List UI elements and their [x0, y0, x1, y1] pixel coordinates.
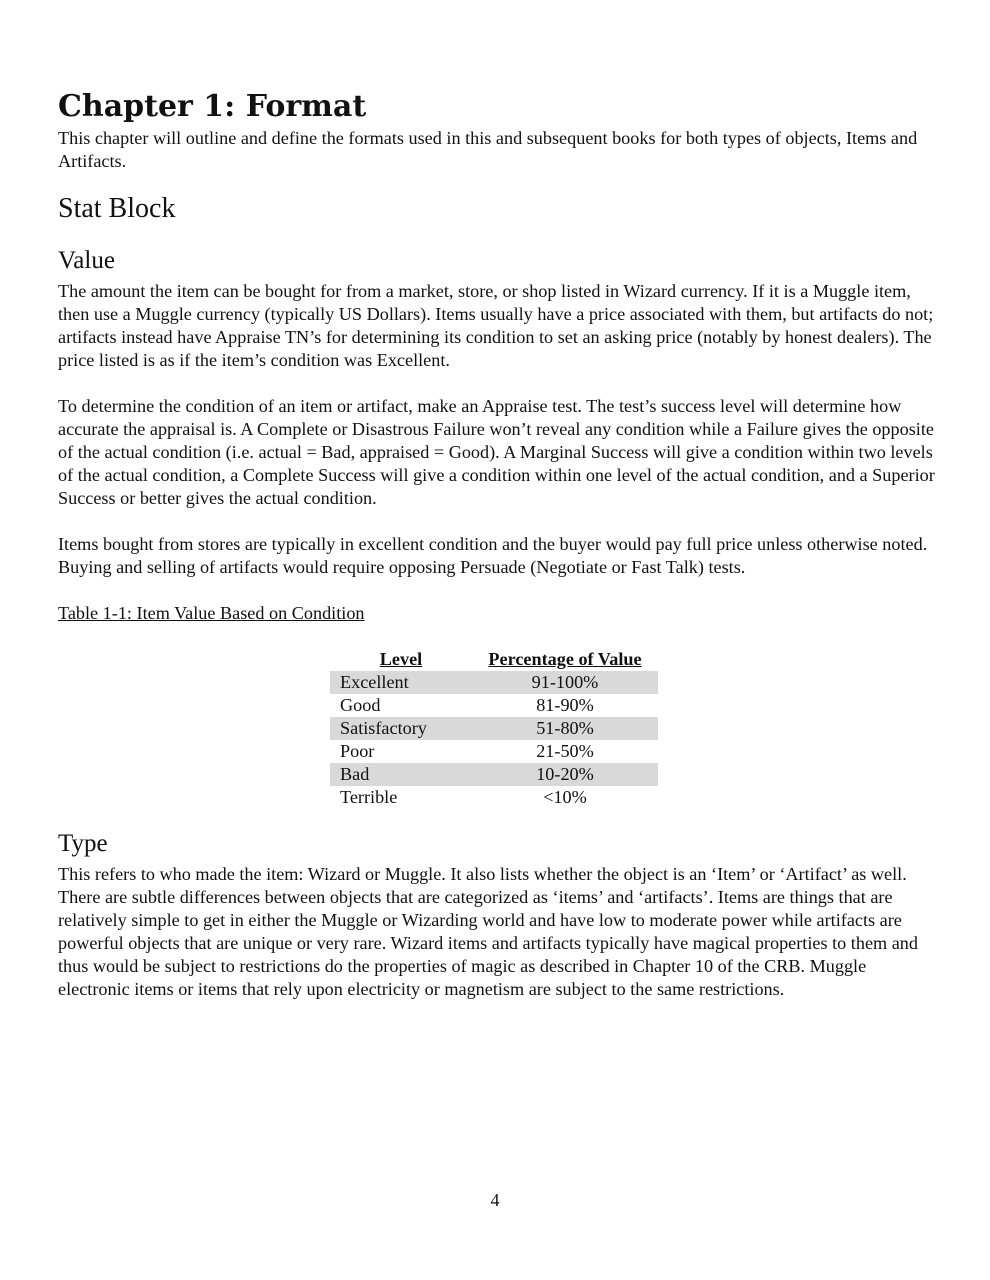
table-row — [330, 786, 658, 809]
value-paragraph-2: To determine the condition of an item or artifact, make an Appraise test. The test’s success level will determine how accurate the appraisal is. A Complete or Disastrous Failure won’t reveal any condition while a Failure gives the opposite of the actual condition (i.e. actual = Bad, appraised = Good). A Marginal Success will give a condition within two levels of the actual condition, a Complete Success will give a condition within one level of the actual condition, and a Superior Success or better gives the actual condition. — [58, 396, 935, 508]
table-row — [330, 763, 658, 786]
chapter-title: Chapter 1: Format — [58, 89, 367, 124]
table-cell-level: Satisfactory — [330, 717, 472, 740]
table-row — [330, 694, 658, 717]
table-cell-level: Bad — [330, 763, 472, 786]
section-heading-stat-block: Stat Block — [58, 193, 176, 224]
table-cell-percentage: 91-100% — [472, 671, 658, 694]
table-cell-percentage: 10-20% — [472, 763, 658, 786]
table-cell-level: Good — [340, 695, 381, 715]
table-cell-percentage: 51-80% — [472, 717, 658, 740]
item-value-table — [330, 648, 658, 809]
document-page — [58, 88, 938, 1001]
table-cell-level: Excellent — [330, 671, 472, 694]
page-number: 4 — [490, 1190, 500, 1210]
table-header-level: Level — [379, 649, 423, 669]
table-cell-percentage: <10% — [543, 787, 587, 807]
subsection-heading-value: Value — [58, 247, 115, 274]
table-row — [330, 671, 658, 694]
value-paragraph-1: The amount the item can be bought for from a market, store, or shop listed in Wizard currency. If it is a Muggle item, then use a Muggle currency (typically US Dollars). Items usually have a price associated with them, but artifacts do not; artifacts instead have Appraise TN’s for determining its condition to set an asking price (notably by honest dealers). The price listed is as if the item’s condition was Excellent. — [58, 281, 934, 370]
table-caption: Table 1-1: Item Value Based on Condition — [58, 603, 365, 623]
chapter-intro: This chapter will outline and define the formats used in this and subsequent books for both types of objects, Items and Artifacts. — [58, 128, 918, 171]
table-header-row — [330, 648, 658, 671]
value-paragraph-3: Items bought from stores are typically in excellent condition and the buyer would pay full price unless otherwise noted. Buying and selling of artifacts would require opposing Persuade (Negotiate or Fast Talk) tests. — [58, 534, 928, 577]
type-paragraph: This refers to who made the item: Wizard or Muggle. It also lists whether the object is an ‘Item’ or ‘Artifact’ as well. There are subtle differences between objects that are categorized as ‘items’ and ‘artifacts’. Items are things that are relatively simple to get in either the Muggle or Wizarding world and have low to moderate power while artifacts are powerful objects that are unique or very rare. Wizard items and artifacts typically have magical properties to them and thus would be subject to restrictions do the properties of magic as described in Chapter 10 of the CRB. Muggle electronic items or items that rely upon electricity or magnetism are subject to the same restrictions. — [58, 864, 918, 999]
table-row — [330, 717, 658, 740]
table-header-percentage: Percentage of Value — [488, 649, 642, 669]
table-cell-level: Terrible — [340, 787, 398, 807]
table-cell-percentage: 81-90% — [536, 695, 594, 715]
table-row — [330, 740, 658, 763]
subsection-heading-type: Type — [58, 830, 108, 857]
table-cell-level: Poor — [340, 741, 375, 761]
table-cell-percentage: 21-50% — [536, 741, 594, 761]
